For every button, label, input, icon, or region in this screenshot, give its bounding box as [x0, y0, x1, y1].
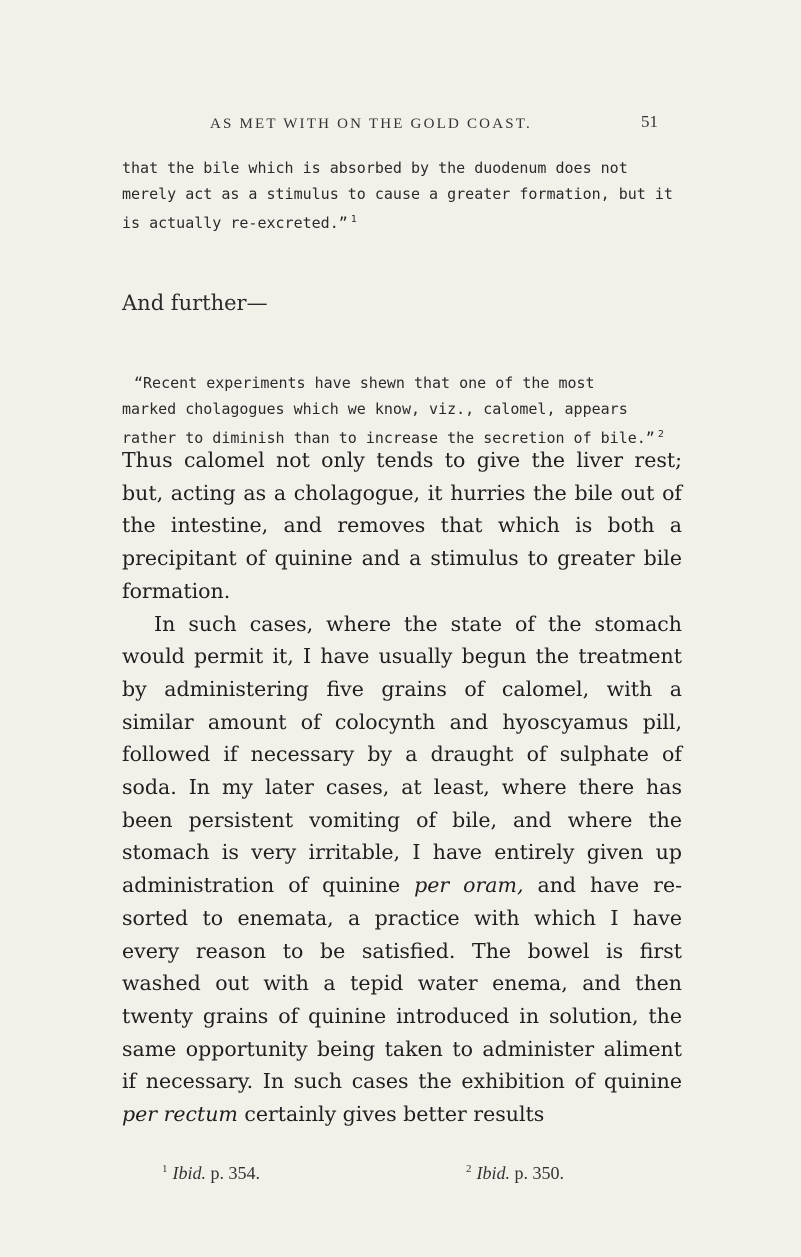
quote-line: merely act as a stimulus to cause a greater formation, but it [122, 185, 673, 203]
footnote-page: p. 354. [210, 1163, 260, 1183]
quote-line [122, 207, 680, 236]
block-quote-2 [122, 370, 680, 451]
footnote-page: p. 350. [514, 1163, 564, 1183]
quote-line: marked cholagogues which we know, viz., calomel, appears [122, 400, 628, 418]
quote-line: “Recent experiments have shewn that one of the most [134, 374, 595, 392]
quote-line: that the bile which is absorbed by the duodenum does not [122, 159, 628, 177]
footnote-1 [162, 1163, 260, 1184]
page-header [0, 112, 801, 140]
footnote-title: Ibid. [172, 1163, 206, 1183]
footnotes [0, 1163, 801, 1187]
paragraph-text: In such cases, where the state of the stomach would permit it, I have usually begun the treatment by administering five grains of calomel, with a similar amount of colocynth and hyoscyamus pill, followed if necessary by a draught of sulphate of soda. In my later cases, at least, where there has been persistent vomiting of bile, and where the stomach is very irritable, I have entirely given up administration of quinine [122, 611, 682, 898]
block-quote-1 [122, 155, 680, 236]
sub-heading: And further— [122, 291, 268, 315]
paragraph [122, 608, 682, 1131]
paragraph: Thus calomel not only tends to give the liver rest; but, acting as a cholagogue, it hurries the bile out of the intestine, and removes that which is both a precipitant of quinine and a stimulus to greater bile formation. [122, 448, 682, 603]
quote-line-text: is actually re-excreted.” [122, 214, 348, 232]
running-title: AS MET WITH ON THE GOLD COAST. [210, 116, 532, 132]
paragraph-text: certainly gives better results [237, 1102, 545, 1127]
italic-phrase: per oram, [414, 873, 524, 898]
body-text [122, 444, 682, 1131]
footnote-ref: 1 [350, 214, 357, 225]
footnote-mark: 1 [162, 1163, 168, 1175]
italic-phrase: per rectum [122, 1102, 238, 1127]
footnote-2 [466, 1163, 564, 1184]
footnote-mark: 2 [466, 1163, 472, 1175]
quote-line-text: rather to diminish than to increase the secretion of bile.” [122, 429, 655, 447]
paragraph-text: and have re-sorted to enemata, a practice with which I have every reason to be satisfied. The bowel is first washed out with a tepid water enema, and then twenty grains of quinine introduced in solution, the same opportunity being taken to administer aliment if necessary. In such cases the exhibition of quinine [122, 873, 683, 1094]
page-number: 51 [641, 112, 658, 131]
footnote-ref: 2 [657, 429, 664, 440]
footnote-title: Ibid. [476, 1163, 510, 1183]
